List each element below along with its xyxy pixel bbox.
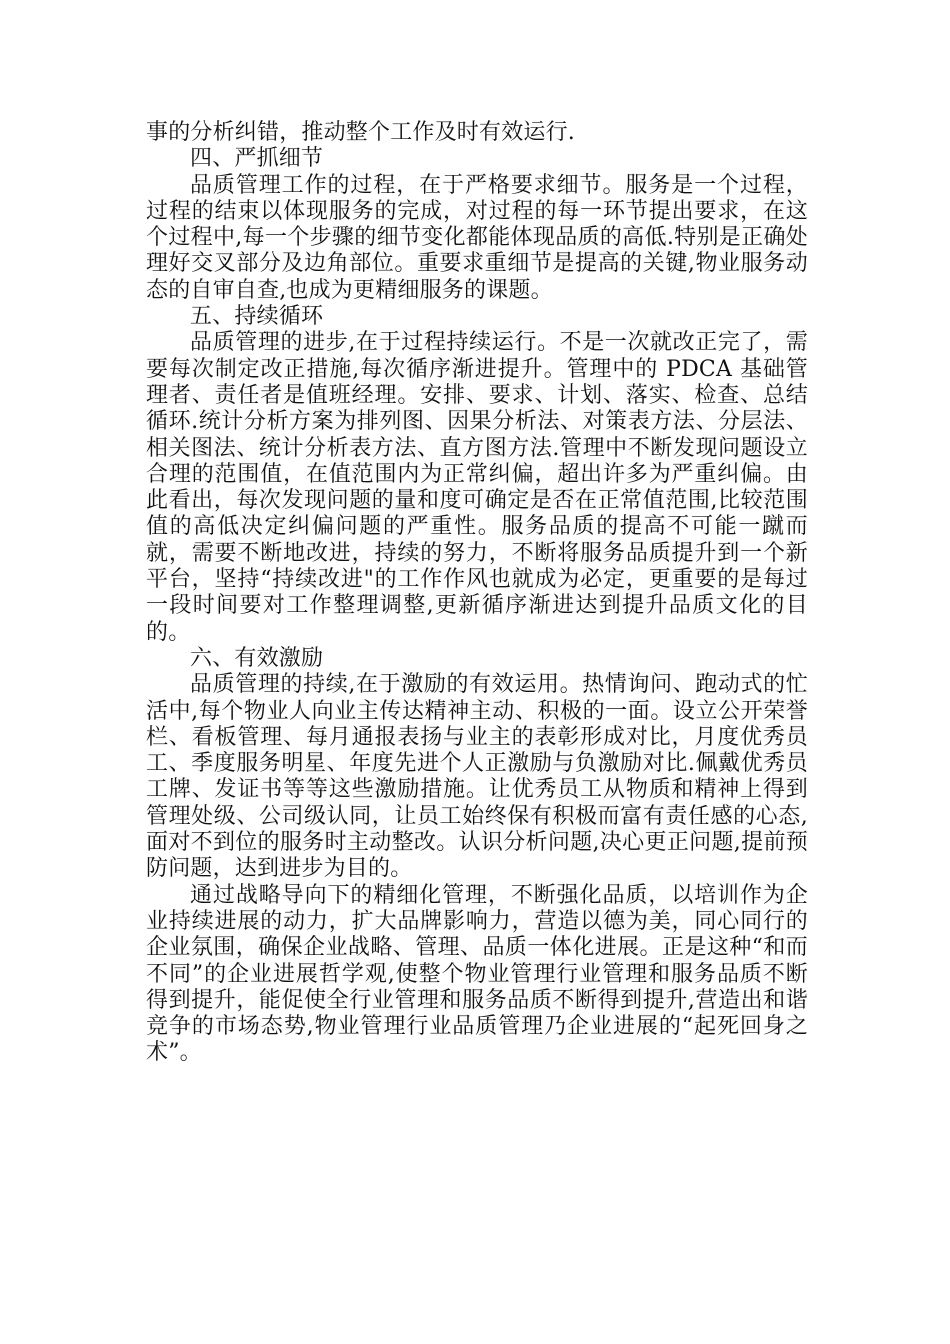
section-heading-cycle: 五、持续循环	[190, 304, 324, 330]
paragraph-cycle: 品质管理的进步,在于过程持续运行。不是一次就改正完了，需要每次制定改正措施,每次循序渐进提升。管理中的 PDCA 基础管理者、责任者是值班经理。安排、要求、计划、落实、检查、总结循环.统计分析方案为排列图、因果分析法、对策表方法、分层法、相关图法、统计分析表方法、直方图方法.管理中不断发现问题设立合理的范围值，在值范围内为正常纠偏，超出许多为严重纠偏。由此看出，每次发现问题的量和度可确定是否在正常值范围,比较范围值的高低决定纠偏问题的严重性。服务品质的提高不可能一蹴而就，需要不断地改进，持续的努力，不断将服务品质提升到一个新平台，坚持“持续改进"的工作作风也就成为必定，更重要的是每过一段时间要对工作整理调整,更新循序渐进达到提升品质文化的目的。	[146, 330, 808, 645]
paragraph-conclusion: 通过战略导向下的精细化管理，不断强化品质，以培训作为企业持续进展的动力，扩大品牌影响力，营造以德为美，同心同行的企业氛围，确保企业战略、管理、品质一体化进展。正是这种“和而不同”的企业进展哲学观,使整个物业管理行业管理和服务品质不断得到提升，能促使全行业管理和服务品质不断得到提升,营造出和谐竞争的市场态势,物业管理行业品质管理乃企业进展的“起死回身之术”。	[146, 882, 808, 1066]
paragraph-details: 品质管理工作的过程，在于严格要求细节。服务是一个过程，过程的结束以体现服务的完成，对过程的每一环节提出要求，在这个过程中,每一个步骤的细节变化都能体现品质的高低.特别是正确处理好交叉部分及边角部位。重要求重细节是提高的关键,物业服务动态的自审自查,也成为更精细服务的课题。	[146, 172, 808, 303]
section-heading-details: 四、严抓细节	[190, 146, 324, 172]
paragraph-incentive: 品质管理的持续,在于激励的有效运用。热情询问、跑动式的忙活中,每个物业人向业主传达精神主动、积极的一面。设立公开荣誉栏、看板管理、每月通报表扬与业主的表彰形成对比，月度优秀员工、季度服务明星、年度先进个人正激励与负激励对比.佩戴优秀员工牌、发证书等等这些激励措施。让优秀员工从物质和精神上得到管理处级、公司级认同，让员工始终保有积极而富有责任感的心态,面对不到位的服务时主动整改。认识分析问题,决心更正问题,提前预防问题，达到进步为目的。	[146, 672, 808, 882]
document-page	[146, 120, 808, 1067]
section-heading-incentive: 六、有效激励	[190, 645, 324, 671]
paragraph-continuation: 事的分析纠错，推动整个工作及时有效运行.	[146, 120, 575, 145]
